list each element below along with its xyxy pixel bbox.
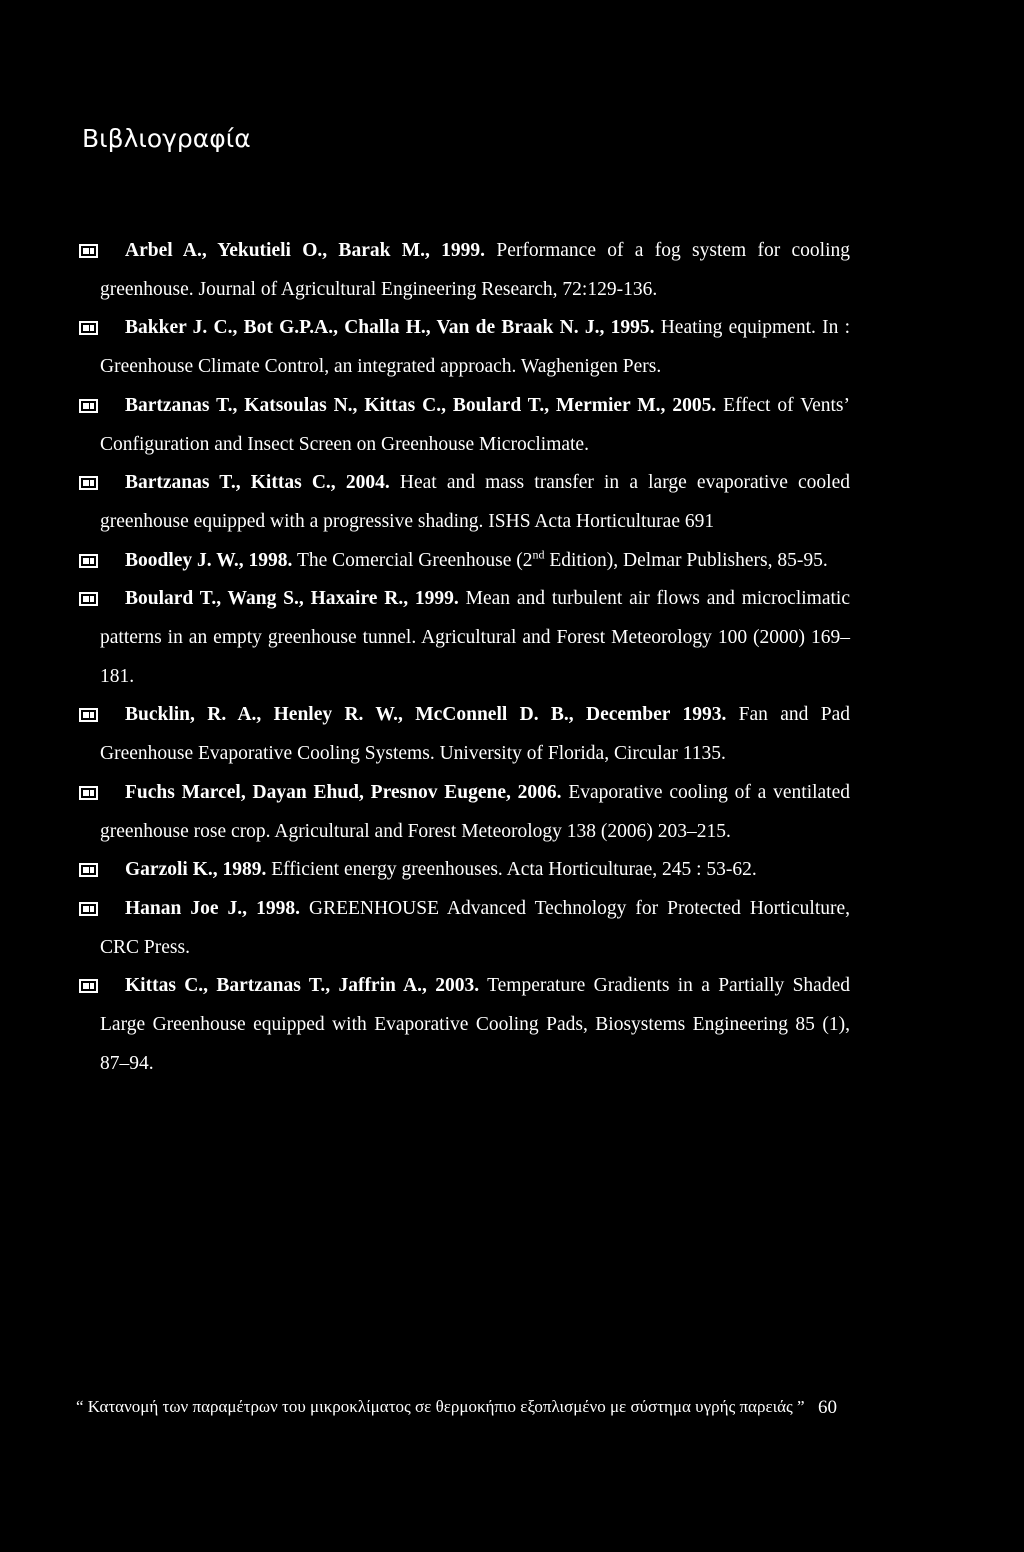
reference-item xyxy=(100,232,850,309)
book-bullet-icon xyxy=(79,244,98,258)
reference-item xyxy=(100,464,850,541)
reference-authors: Garzoli K., 1989. xyxy=(125,859,267,881)
book-bullet-icon xyxy=(79,399,98,413)
reference-authors: Bartzanas T., Kittas C., 2004. xyxy=(125,472,390,494)
reference-list xyxy=(100,232,850,1083)
reference-text: Evaporative cooling of a ventilated greenhouse rose crop. Agricultural and Forest Meteorology 138 (2006) 203–215. xyxy=(100,781,851,842)
reference-text: Heat and mass transfer in a large evaporative cooled greenhouse equipped with a progressive shading. ISHS Acta Horticulturae 691 xyxy=(100,472,850,532)
reference-authors: Kittas C., Bartzanas T., Jaffrin A., 2003. xyxy=(125,975,480,997)
book-bullet-icon xyxy=(79,863,98,877)
book-bullet-icon xyxy=(79,592,98,606)
reference-text: Effect of Vents’ Configuration and Insect Screen on Greenhouse Microclimate. xyxy=(100,394,851,455)
reference-authors: Hanan Joe J., 1998. xyxy=(125,897,300,919)
book-bullet-icon xyxy=(79,554,98,568)
book-bullet-icon xyxy=(79,321,98,335)
reference-text: Mean and turbulent air flows and microclimatic patterns in an empty greenhouse tunnel. Agricultural and Forest Meteorology 100 (2000) 169–181. xyxy=(100,588,850,687)
reference-text: Efficient energy greenhouses. Acta Horticulturae, 245 : 53-62. xyxy=(271,859,757,881)
book-bullet-icon xyxy=(79,786,98,800)
reference-item xyxy=(100,890,850,967)
reference-authors: Bakker J. C., Bot G.P.A., Challa H., Van de Braak N. J., 1995. xyxy=(125,317,655,339)
reference-item xyxy=(100,851,850,890)
reference-item xyxy=(100,387,850,464)
reference-text-part: The Comercial Greenhouse (2 xyxy=(296,549,533,571)
reference-text: Temperature Gradients in a Partially Shaded Large Greenhouse equipped with Evaporative Cooling Pads, Biosystems Engineering 85 (1), 87–94. xyxy=(100,975,850,1074)
book-bullet-icon xyxy=(79,708,98,722)
page-number: 60 xyxy=(818,1397,837,1418)
reference-text-part: Edition), Delmar Publishers, 85-95. xyxy=(544,549,828,571)
reference-authors: Bucklin, R. A., Henley R. W., McConnell D. B., December 1993. xyxy=(125,704,727,726)
reference-item xyxy=(100,309,850,386)
book-bullet-icon xyxy=(79,979,98,993)
reference-item xyxy=(100,580,850,696)
reference-authors: Boulard T., Wang S., Haxaire R., 1999. xyxy=(125,588,459,610)
reference-item xyxy=(100,774,850,851)
book-bullet-icon xyxy=(79,476,98,490)
superscript: nd xyxy=(532,547,545,562)
reference-authors: Bartzanas T., Katsoulas N., Kittas C., Boulard T., Mermier M., 2005. xyxy=(125,394,717,416)
page-title: Βιβλιογραφία xyxy=(82,124,251,153)
reference-text xyxy=(296,547,828,571)
reference-item xyxy=(100,542,850,581)
reference-text: GREENHOUSE Advanced Technology for Protected Horticulture, CRC Press. xyxy=(100,897,851,958)
reference-item xyxy=(100,967,850,1083)
footer-title: “ Κατανομή των παραμέτρων του μικροκλίματος σε θερμοκήπιο εξοπλισμένο με σύστημα υγρής παρειάς ” xyxy=(76,1397,805,1416)
reference-text: Heating equipment. In : Greenhouse Climate Control, an integrated approach. Waghenigen Pers. xyxy=(100,317,851,378)
reference-item xyxy=(100,696,850,773)
reference-text: Fan and Pad Greenhouse Evaporative Cooling Systems. University of Florida, Circular 1135. xyxy=(100,704,851,765)
reference-authors: Arbel A., Yekutieli O., Barak M., 1999. xyxy=(125,240,486,261)
reference-authors: Fuchs Marcel, Dayan Ehud, Presnov Eugene, 2006. xyxy=(125,781,562,803)
reference-authors: Boodley J. W., 1998. xyxy=(125,549,293,571)
book-bullet-icon xyxy=(79,902,98,916)
reference-text: Performance of a fog system for cooling greenhouse. Journal of Agricultural Engineering Research, 72:129-136. xyxy=(100,240,851,300)
